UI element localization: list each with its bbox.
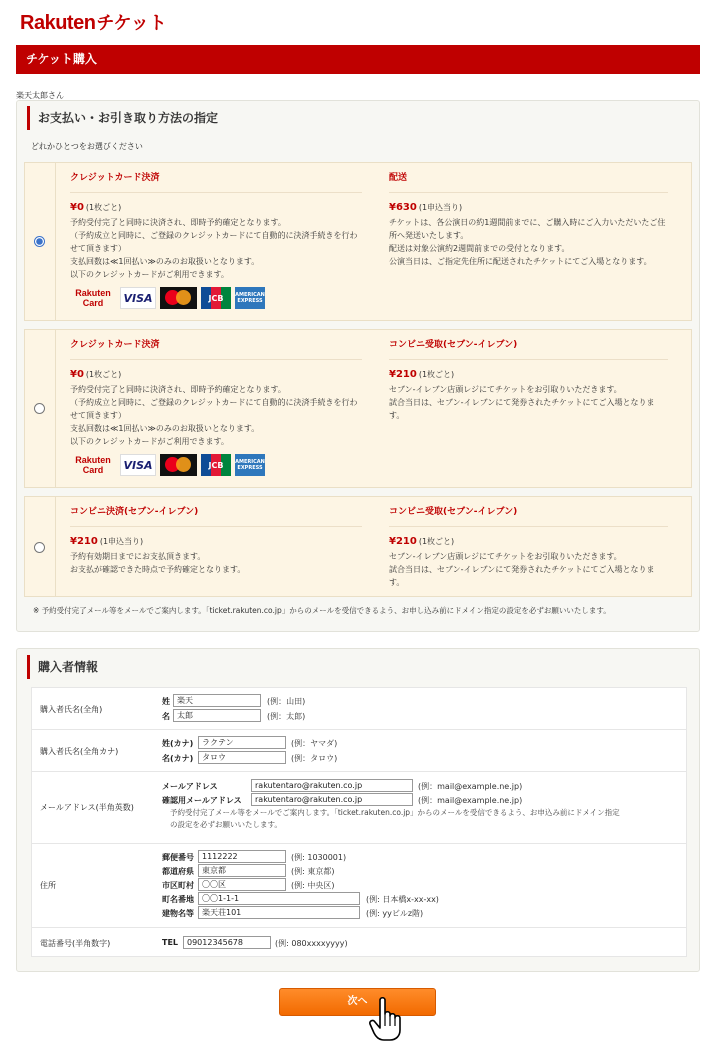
pref-input[interactable] (198, 864, 286, 877)
phone-example: (例: 080xxxxyyyy) (275, 939, 348, 948)
first-kana-label: 名(カナ) (162, 754, 194, 763)
option-title: コンビニ決済(セブン-イレブン) (70, 497, 362, 527)
option-title: 配送 (389, 163, 668, 193)
amex-logo: AMERICAN EXPRESS (235, 287, 265, 309)
jcb-logo: JCB (201, 454, 231, 476)
kana-label: 購入者氏名(全角カナ) (40, 747, 119, 756)
address-row (32, 844, 686, 928)
payment-option-1[interactable] (24, 162, 692, 321)
last-kana-label: 姓(カナ) (162, 739, 194, 748)
visa-logo: VISA (120, 454, 156, 476)
email-example: (例：mail@example.ne.jp) (418, 782, 523, 791)
option-price: ¥630 (1申込当り) (389, 202, 463, 213)
street-input[interactable] (198, 892, 360, 905)
first-kana-example: (例：タロウ) (291, 754, 338, 763)
logo-brand: Rakuten (20, 12, 96, 34)
option-price: ¥210 (1申込当り) (70, 536, 144, 547)
last-name-input[interactable] (173, 694, 261, 707)
user-name: 楽天太郎さん (16, 91, 64, 100)
first-kana-input[interactable] (198, 751, 286, 764)
payment-heading: お支払い・お引き取り方法の指定 (27, 106, 218, 130)
email-field-label: メールアドレス (162, 782, 218, 791)
buyer-info-panel (16, 648, 700, 972)
payment-method-panel (16, 100, 700, 632)
address-label: 住所 (40, 881, 56, 890)
zip-example: (例: 1030001) (291, 853, 347, 862)
building-input[interactable] (198, 906, 360, 919)
next-button[interactable]: 次へ (279, 988, 436, 1016)
option-price: ¥210 (1枚ごと) (389, 369, 455, 380)
page-banner: チケット購入 (16, 45, 700, 74)
mail-footnote: ※ 予約受付完了メール等をメールでご案内します。「ticket.rakuten.co.jp」からのメールを受信できるよう、お申し込み前にドメイン指定の設定を必ずお願いいたします。 (33, 606, 611, 615)
credit-card-logos (70, 285, 362, 311)
option-description: セブン-イレブン店頭レジにてチケットをお引取りいただきます。 試合当日は、セブン-イレブンにて発券されたチケットにてご入場となります。 (389, 385, 655, 420)
option-description: セブン-イレブン店頭レジにてチケットをお引取りいただきます。 試合当日は、セブン-イレブンにて発券されたチケットにてご入場となります。 (389, 552, 655, 587)
payment-option-3[interactable] (24, 496, 692, 597)
city-example: (例: 中央区) (291, 881, 335, 890)
radio-column (25, 163, 56, 320)
last-name-example: (例：山田) (267, 697, 306, 706)
option-1-delivery (389, 163, 668, 268)
pref-example: (例: 東京都) (291, 867, 335, 876)
payment-option-3-radio[interactable] (34, 542, 45, 553)
option-1-payment (70, 163, 362, 311)
option-title: クレジットカード決済 (70, 163, 362, 193)
last-kana-example: (例：ヤマダ) (291, 739, 338, 748)
building-label: 建物名等 (162, 909, 194, 918)
option-2-payment (70, 330, 362, 478)
payment-option-1-radio[interactable] (34, 236, 45, 247)
radio-column (25, 497, 56, 596)
zip-label: 郵便番号 (162, 853, 194, 862)
radio-column (25, 330, 56, 487)
email-row (32, 772, 686, 844)
email-confirm-example: (例：mail@example.ne.jp) (418, 796, 523, 805)
option-description: 予約受付完了と同時に決済され、即時予約確定となります。 （予約成立と同時に、ご登録のクレジットカードにて自動的に決済手続きを行わせて頂きます） 支払回数は≪1回払い≫のみのお取扱いとなります。 以下のクレジットカードがご利用できます。 (70, 218, 358, 279)
rakuten-card-logo: Rakuten Card (75, 288, 111, 308)
email-confirm-input[interactable] (251, 793, 413, 806)
payment-instruction: どれかひとつをお選びください (31, 142, 143, 151)
amex-logo: AMERICAN EXPRESS (235, 454, 265, 476)
option-price: ¥0 (1枚ごと) (70, 202, 122, 213)
city-input[interactable] (198, 878, 286, 891)
pref-label: 都道府県 (162, 867, 194, 876)
tel-label: TEL (162, 938, 179, 947)
mastercard-logo (160, 454, 197, 476)
email-note: 予約受付完了メール等をメールでご案内します。「ticket.rakuten.co.jp」からのメールを受信できるよう、お申込み前にドメイン指定 の設定を必ずお願いいたします。 (170, 808, 620, 829)
last-kana-input[interactable] (198, 736, 286, 749)
option-3-delivery (389, 497, 668, 589)
kana-row (32, 730, 686, 772)
name-row (32, 688, 686, 730)
option-2-delivery (389, 330, 668, 422)
last-name-label: 姓 (162, 697, 170, 706)
name-label: 購入者氏名(全角) (40, 705, 103, 714)
option-price: ¥210 (1枚ごと) (389, 536, 455, 547)
option-description: 予約有効期日までにお支払頂きます。 お支払が確認できた時点で予約確定となります。 (70, 552, 246, 574)
first-name-label: 名 (162, 712, 170, 721)
credit-card-logos (70, 452, 362, 478)
payment-option-2[interactable] (24, 329, 692, 488)
phone-label: 電話番号(半角数字) (40, 939, 111, 948)
option-title: クレジットカード決済 (70, 330, 362, 360)
zip-input[interactable] (198, 850, 286, 863)
buyer-info-table (31, 687, 687, 957)
payment-option-2-radio[interactable] (34, 403, 45, 414)
option-3-payment (70, 497, 362, 576)
option-description: チケットは、各公演日の約1週間前までに、ご購入時にご入力いただいたご住所へ発送いたします。 配送は対象公演約2週間前までの受付となります。 公演当日は、ご指定先住所に配送されたチケットにてご入場となります。 (389, 218, 666, 266)
visa-logo: VISA (120, 287, 156, 309)
jcb-logo: JCB (201, 287, 231, 309)
email-input[interactable] (251, 779, 413, 792)
logo-sub: チケット (96, 13, 167, 34)
option-description: 予約受付完了と同時に決済され、即時予約確定となります。 （予約成立と同時に、ご登録のクレジットカードにて自動的に決済手続きを行わせて頂きます） 支払回数は≪1回払い≫のみのお取扱いとなります。 以下のクレジットカードがご利用できます。 (70, 385, 358, 446)
buyer-heading: 購入者情報 (27, 655, 98, 679)
street-example: (例: 日本橋x-xx-xx) (366, 895, 439, 904)
rakuten-card-logo: Rakuten Card (75, 455, 111, 475)
option-title: コンビニ受取(セブン-イレブン) (389, 330, 668, 360)
rakuten-ticket-logo[interactable] (20, 9, 167, 35)
phone-input[interactable] (183, 936, 271, 949)
option-price: ¥0 (1枚ごと) (70, 369, 122, 380)
email-label: メールアドレス(半角英数) (40, 803, 134, 812)
hand-pointer-icon (368, 996, 406, 1042)
first-name-example: (例：太郎) (267, 712, 306, 721)
building-example: (例: yyビルz階) (366, 909, 424, 918)
email-confirm-label: 確認用メールアドレス (162, 796, 242, 805)
street-label: 町名番地 (162, 895, 194, 904)
mastercard-logo (160, 287, 197, 309)
option-title: コンビニ受取(セブン-イレブン) (389, 497, 668, 527)
phone-row (32, 928, 686, 957)
first-name-input[interactable] (173, 709, 261, 722)
city-label: 市区町村 (162, 881, 194, 890)
